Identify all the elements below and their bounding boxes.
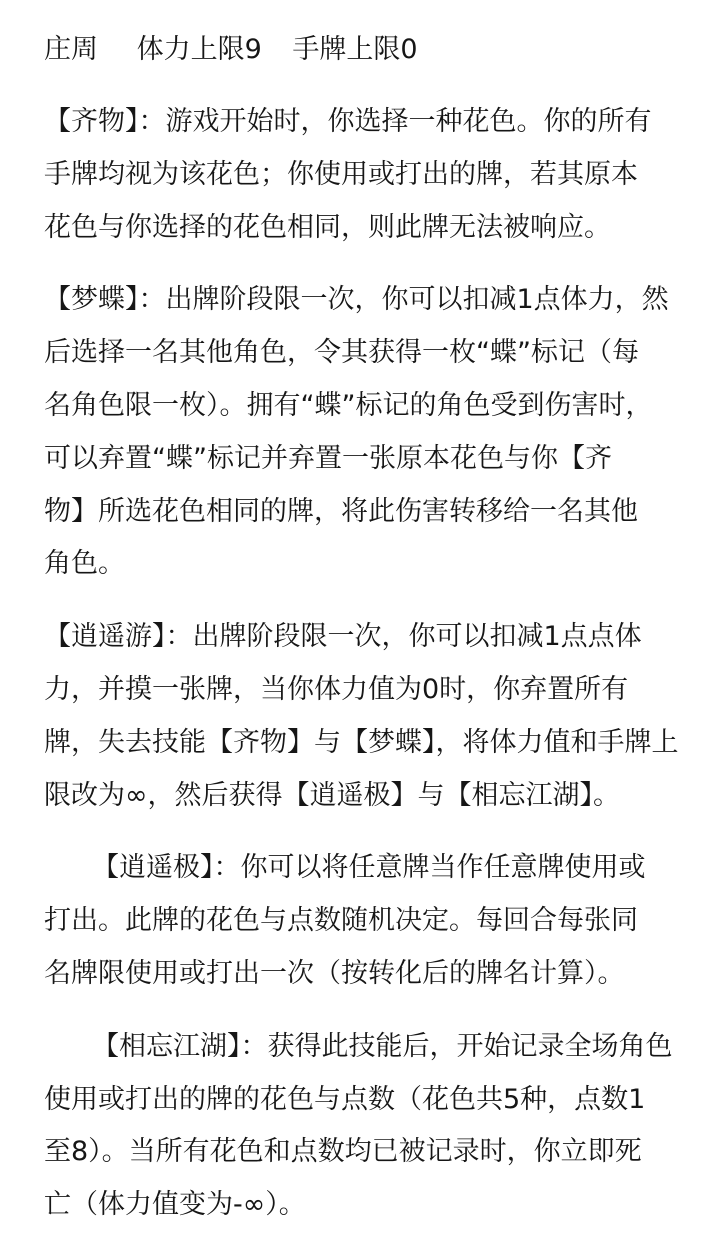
hp-limit: 体力上限9	[136, 34, 262, 65]
skill-text-line: 后选择一名其他角色，令其获得一枚“蝶”标记（每	[44, 337, 639, 369]
skill-xiaoyaoyou	[44, 611, 679, 822]
skill-text-line: 亡（体力值变为-∞）。	[44, 1189, 306, 1221]
character-name: 庄周	[44, 34, 98, 65]
skill-text-line: 【逍遥游】：出牌阶段限一次，你可以扣减1点点体	[44, 621, 642, 653]
hand-limit: 手牌上限0	[292, 34, 418, 65]
skill-text-line: 名角色限一枚）。拥有“蝶”标记的角色受到伤害时，	[44, 389, 653, 421]
skill-text-line: 限改为∞，然后获得【逍遥极】与【相忘江湖】。	[44, 779, 620, 811]
skill-xiaoyaoji	[44, 842, 676, 1000]
skill-text-line: 可以弃置“蝶”标记并弃置一张原本花色与你【齐	[44, 442, 612, 474]
skill-text-line: 牌，失去技能【齐物】与【梦蝶】，将体力值和手牌上	[44, 726, 679, 758]
skill-text-line: 【逍遥极】：你可以将任意牌当作任意牌使用或	[92, 852, 646, 884]
skill-text-line: 力，并摸一张牌，当你体力值为0时，你弃置所有	[44, 673, 629, 705]
skill-text-line: 打出。此牌的花色与点数随机决定。每回合每张同	[44, 905, 638, 937]
skill-text-line: 至8）。当所有花色和点数均已被记录时，你立即死	[44, 1136, 642, 1168]
skill-xiangwangjianghu	[44, 1021, 676, 1232]
skill-text-line: 【齐物】：游戏开始时，你选择一种花色。你的所有	[44, 106, 652, 137]
skill-text-line: 名牌限使用或打出一次（按转化后的牌名计算）。	[44, 957, 625, 989]
skill-qiwu	[44, 96, 676, 254]
skill-text-line: 角色。	[44, 548, 125, 580]
skill-text-line: 【梦蝶】：出牌阶段限一次，你可以扣减1点体力，然	[44, 284, 669, 316]
skill-text-line: 【相忘江湖】：获得此技能后，开始记录全场角色	[92, 1030, 673, 1062]
skill-text-line: 花色与你选择的花色相同，则此牌无法被响应。	[44, 211, 611, 243]
skill-text-line: 使用或打出的牌的花色与点数（花色共5种，点数1	[44, 1083, 646, 1115]
skill-text-line: 物】所选花色相同的牌，将此伤害转移给一名其他	[44, 495, 638, 527]
skill-text-line: 手牌均视为该花色；你使用或打出的牌，若其原本	[44, 158, 638, 190]
skill-mengdie	[44, 274, 676, 591]
character-header	[44, 24, 676, 76]
